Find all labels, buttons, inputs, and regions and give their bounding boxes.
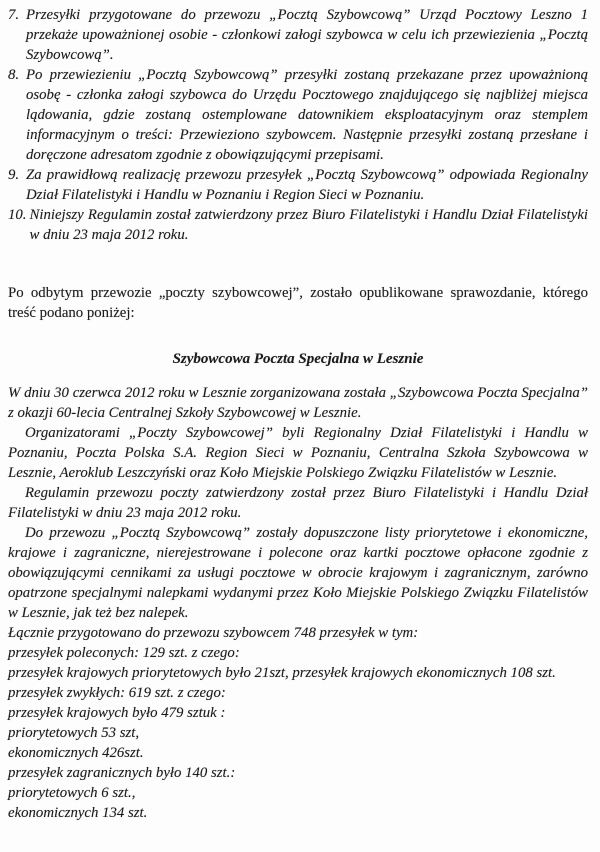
stat-line-registered: przesyłek poleconych: 129 szt. z czego: xyxy=(8,645,240,661)
regulation-item-8 xyxy=(8,65,588,165)
intro-paragraph: Po odbytym przewozie „poczty szybowcowej”, zostało opublikowane sprawozdanie, którego treść podano poniżej: xyxy=(8,285,588,321)
stat-line-ordinary: przesyłek zwykłych: 619 szt. z czego: xyxy=(8,685,226,701)
stat-line-registered-detail: przesyłek krajowych priorytetowych było 21szt, przesyłek krajowych ekonomicznych 108 szt. xyxy=(8,665,556,681)
regulation-item-text: Za prawidłową realizację przewozu przesyłek „Pocztą Szybowcową” odpowiada Regionalny Dział Filatelistyki i Handlu w Poznaniu i Region Sieci w Poznaniu. xyxy=(26,167,588,203)
report-body xyxy=(8,383,588,823)
report-paragraph: Organizatorami „Poczty Szybowcowej” byli Regionalny Dział Filatelistyki i Handlu w Poznaniu, Poczta Polska S.A. Region Sieci w Poznaniu, Centralna Szkoła Szybowcowa w Lesznie, Aeroklub Leszczyński oraz Koło Miejskie Polskiego Związku Filatelistów w Lesznie. xyxy=(8,425,588,481)
regulation-item-text: Przesyłki przygotowane do przewozu „Pocztą Szybowcową” Urząd Pocztowy Leszno 1 przekaże upoważnionej osobie - członkowi załogi szybowca w celu ich przewiezienia „Pocztą Szybowcową”. xyxy=(26,7,588,63)
regulation-item-7 xyxy=(8,5,588,65)
stat-line-domestic: przesyłek krajowych było 479 sztuk : xyxy=(8,705,226,721)
regulation-item-text: Niniejszy Regulamin został zatwierdzony przez Biuro Filatelistyki i Handlu Dział Filatelistyki w dniu 23 maja 2012 roku. xyxy=(29,207,588,243)
regulation-item-number: 7. xyxy=(8,7,20,23)
statistics-list xyxy=(8,623,588,823)
report-paragraph: Do przewozu „Pocztą Szybowcową” zostały dopuszczone listy priorytetowe i ekonomiczne, krajowe i zagraniczne, nierejestrowane i polecone oraz kartki pocztowe opłacone zgodnie z obowiązującymi cennikami za usługi pocztowe w obrocie krajowym i zagranicznym, zarówno opatrzone specjalnymi nalepkami wydanymi przez Koło Miejskie Polskiego Związku Filatelistów w Lesznie, jak też bez nalepek. xyxy=(8,525,588,621)
stat-line-domestic-priority: priorytetowych 53 szt, xyxy=(8,725,140,741)
regulation-item-number: 10. xyxy=(8,207,27,223)
regulation-item-10 xyxy=(8,205,588,245)
stat-line-foreign-priority: priorytetowych 6 szt., xyxy=(8,785,136,801)
regulation-list xyxy=(8,5,588,245)
regulation-item-9 xyxy=(8,165,588,205)
regulation-item-number: 8. xyxy=(8,67,20,83)
report-paragraph: Regulamin przewozu poczty zatwierdzony został przez Biuro Filatelistyki i Handlu Dział Filatelistyki w dniu 23 maja 2012 roku. xyxy=(8,485,588,521)
stat-line-foreign-economy: ekonomicznych 134 szt. xyxy=(8,805,148,821)
stat-line-domestic-economy: ekonomicznych 426szt. xyxy=(8,745,144,761)
stat-line-foreign: przesyłek zagranicznych było 140 szt.: xyxy=(8,765,236,781)
regulation-item-text: Po przewiezieniu „Pocztą Szybowcową” przesyłki zostaną przekazane przez upoważnioną osobę - członka załogi szybowca do Urzędu Pocztowego znajdującego się najbliżej miejsca lądowania, gdzie zostaną ostemplowane datownikiem eksploatacyjnym oraz stemplem informacyjnym o treści: Przewieziono szybowcem. Następnie przesyłki zostaną przesłane i doręczone adresatom zgodnie z obowiązującymi przepisami. xyxy=(26,67,588,163)
regulation-item-number: 9. xyxy=(8,167,20,183)
report-paragraph: W dniu 30 czerwca 2012 roku w Lesznie zorganizowana została „Szybowcowa Poczta Specjalna” z okazji 60-lecia Centralnej Szkoły Szybowcowej w Lesznie. xyxy=(8,385,588,421)
report-title: Szybowcowa Poczta Specjalna w Lesznie xyxy=(172,351,424,367)
stat-line-total: Łącznie przygotowano do przewozu szybowcem 748 przesyłek w tym: xyxy=(8,625,419,641)
